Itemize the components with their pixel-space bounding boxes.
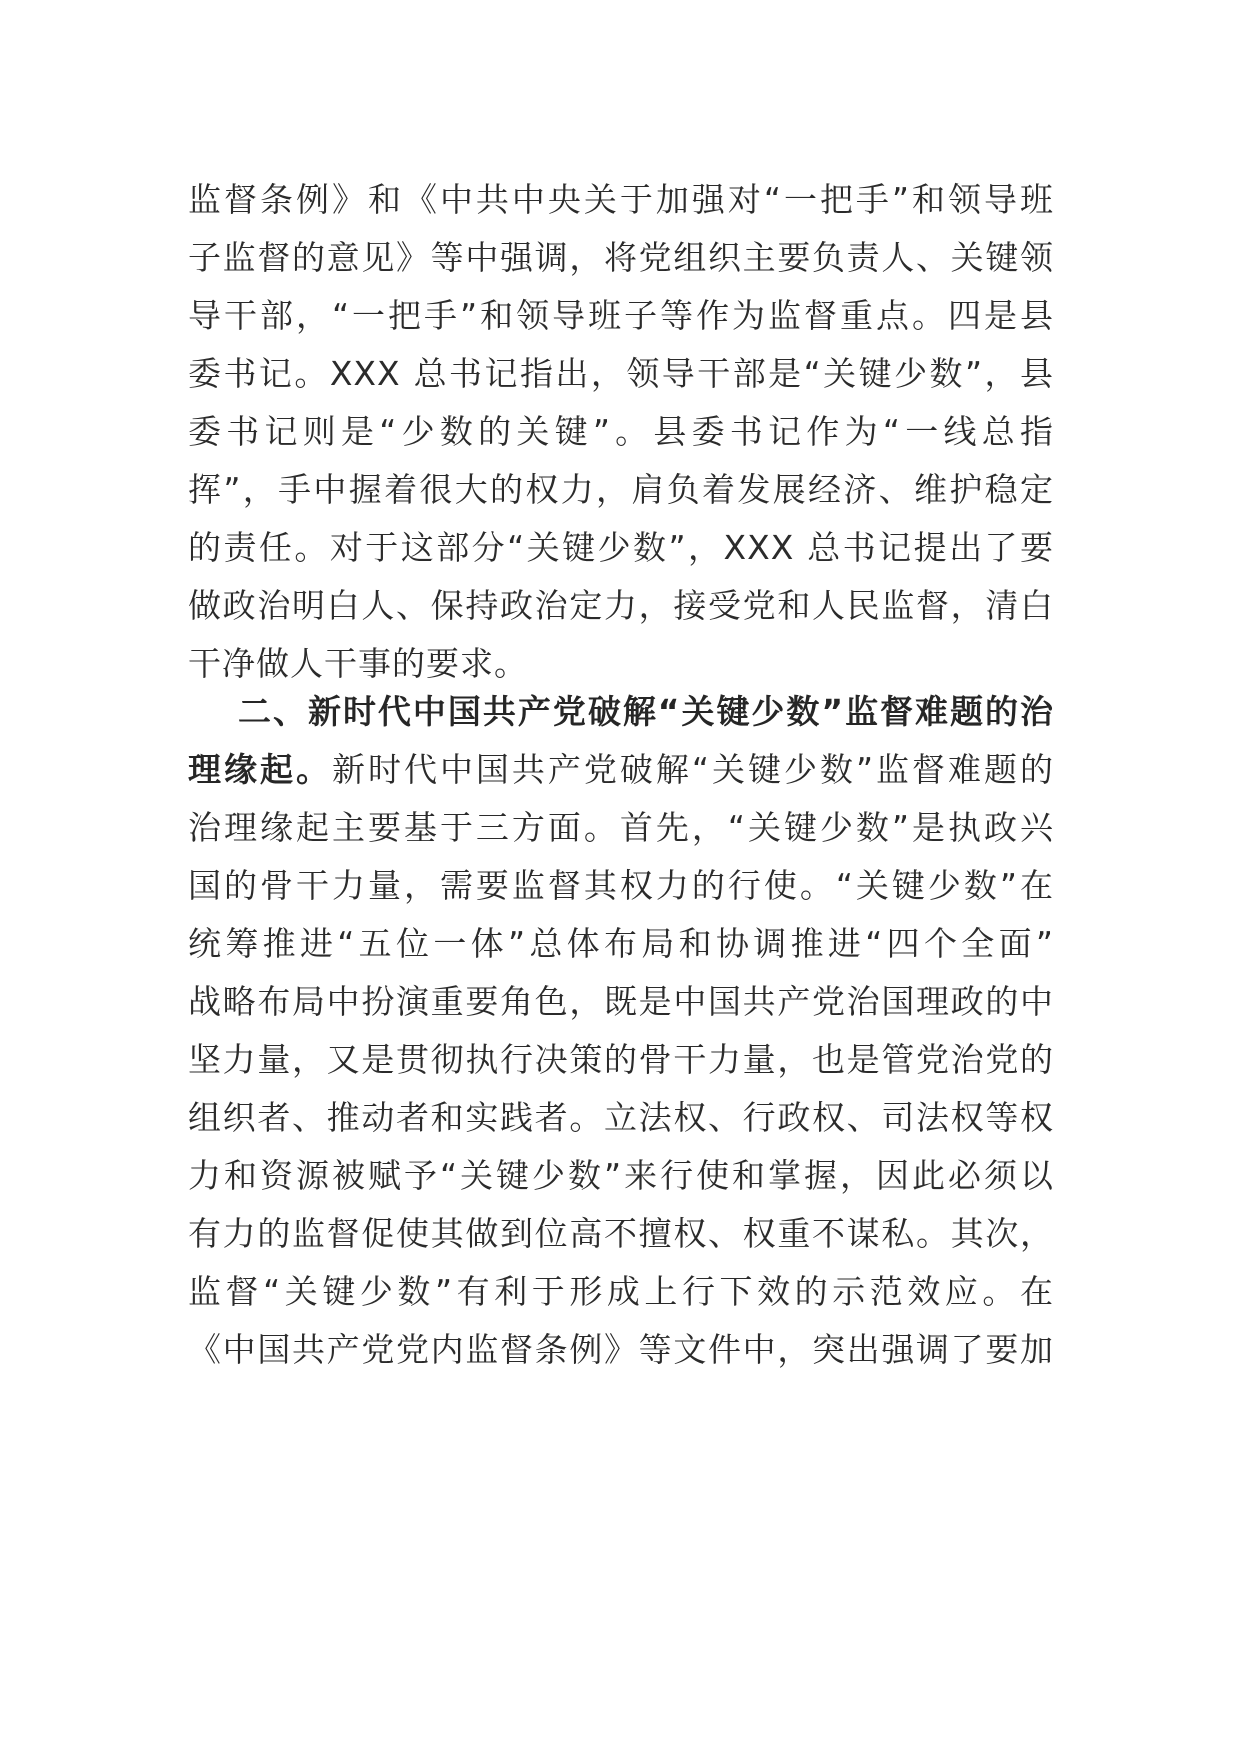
paragraph-line: 国的骨干力量，需要监督其权力的行使。“关键少数”在: [188, 866, 1054, 905]
paragraph-line: [188, 748, 1054, 792]
paragraph-line: 监督条例》和《中共中央关于加强对“一把手”和领导班: [188, 180, 1054, 219]
paragraph-line: 治理缘起主要基于三方面。首先，“关键少数”是执政兴: [188, 808, 1054, 847]
paragraph-line: 《中国共产党党内监督条例》等文件中，突出强调了要加: [188, 1330, 1054, 1369]
section-heading: 二、新时代中国共产党破解“关键少数”监督难题的治: [238, 692, 1054, 731]
paragraph-line: 的责任。对于这部分“关键少数”，XXX 总书记提出了要: [188, 528, 1054, 567]
paragraph-line: 委书记。XXX 总书记指出，领导干部是“关键少数”，县: [188, 354, 1054, 393]
paragraph-line: 做政治明白人、保持政治定力，接受党和人民监督，清白: [188, 586, 1054, 625]
paragraph-line: 子监督的意见》等中强调，将党组织主要负责人、关键领: [188, 238, 1054, 277]
paragraph-line: 坚力量，又是贯彻执行决策的骨干力量，也是管党治党的: [188, 1040, 1054, 1079]
paragraph-line: 挥”，手中握着很大的权力，肩负着发展经济、维护稳定: [188, 470, 1054, 509]
paragraph-line: 委书记则是“少数的关键”。县委书记作为“一线总指: [188, 412, 1054, 451]
paragraph-line: 导干部，“一把手”和领导班子等作为监督重点。四是县: [188, 296, 1054, 335]
paragraph-line: 战略布局中扮演重要角色，既是中国共产党治国理政的中: [188, 982, 1054, 1021]
paragraph-line: 统筹推进“五位一体”总体布局和协调推进“四个全面”: [188, 924, 1054, 963]
paragraph-text: 新时代中国共产党破解“关键少数”监督难题的: [331, 750, 1054, 789]
section-heading-end: 理缘起。: [188, 750, 332, 789]
paragraph-line: 监督“关键少数”有利于形成上行下效的示范效应。在: [188, 1272, 1054, 1311]
paragraph-line: 干净做人干事的要求。: [188, 644, 528, 683]
paragraph-line: 力和资源被赋予“关键少数”来行使和掌握，因此必须以: [188, 1156, 1054, 1195]
paragraph-line: 有力的监督促使其做到位高不擅权、权重不谋私。其次，: [188, 1214, 1054, 1253]
paragraph-line: 组织者、推动者和实践者。立法权、行政权、司法权等权: [188, 1098, 1054, 1137]
